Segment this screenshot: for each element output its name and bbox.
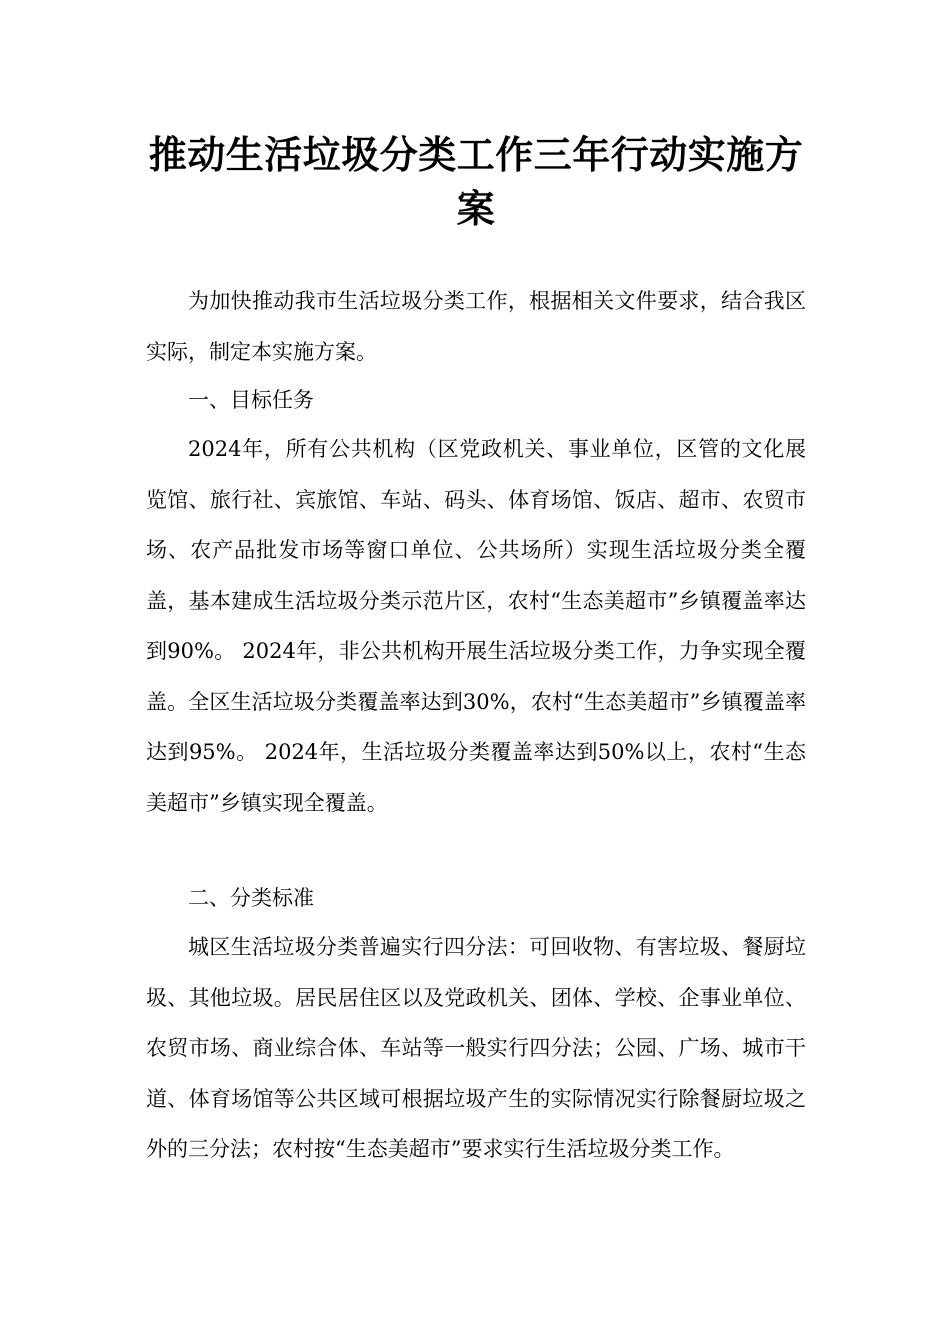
section-heading-standards: 二、分类标准 [188, 886, 314, 910]
section-paragraph-standards: 城区生活垃圾分类普遍实行四分法：可回收物、有害垃圾、餐厨垃圾、其他垃圾。居民居住区以及党政机关、团体、学校、企事业单位、农贸市场、商业综合体、车站等一般实行四分法；公园、广场、城市干道、体育场馆等公共区域可根据垃圾产生的实际情况实行除餐厨垃圾之外的三分法；农村按“生态美超市”要求实行生活垃圾分类工作。 [146, 935, 806, 1161]
intro-paragraph: 为加快推动我市生活垃圾分类工作，根据相关文件要求，结合我区实际，制定本实施方案。 [146, 289, 806, 364]
document-title: 推动生活垃圾分类工作三年行动实施方案 [148, 133, 804, 231]
section-heading-goals: 一、目标任务 [188, 388, 314, 412]
section-paragraph-goals: 2024年，所有公共机构（区党政机关、事业单位，区管的文化展览馆、旅行社、宾旅馆、车站、码头、体育场馆、饭店、超市、农贸市场、农产品批发市场等窗口单位、公共场所）实现生活垃圾分类全覆盖，基本建成生活垃圾分类示范片区，农村“生态美超市”乡镇覆盖率达到90%。 2024年，非公共机构开展生活垃圾分类工作，力争实现全覆盖。全区生活垃圾分类覆盖率达到30%，农村“生态美超市”乡镇覆盖率达到95%。 2024年，生活垃圾分类覆盖率达到50%以上，农村“生态美超市”乡镇实现全覆盖。 [146, 437, 806, 815]
